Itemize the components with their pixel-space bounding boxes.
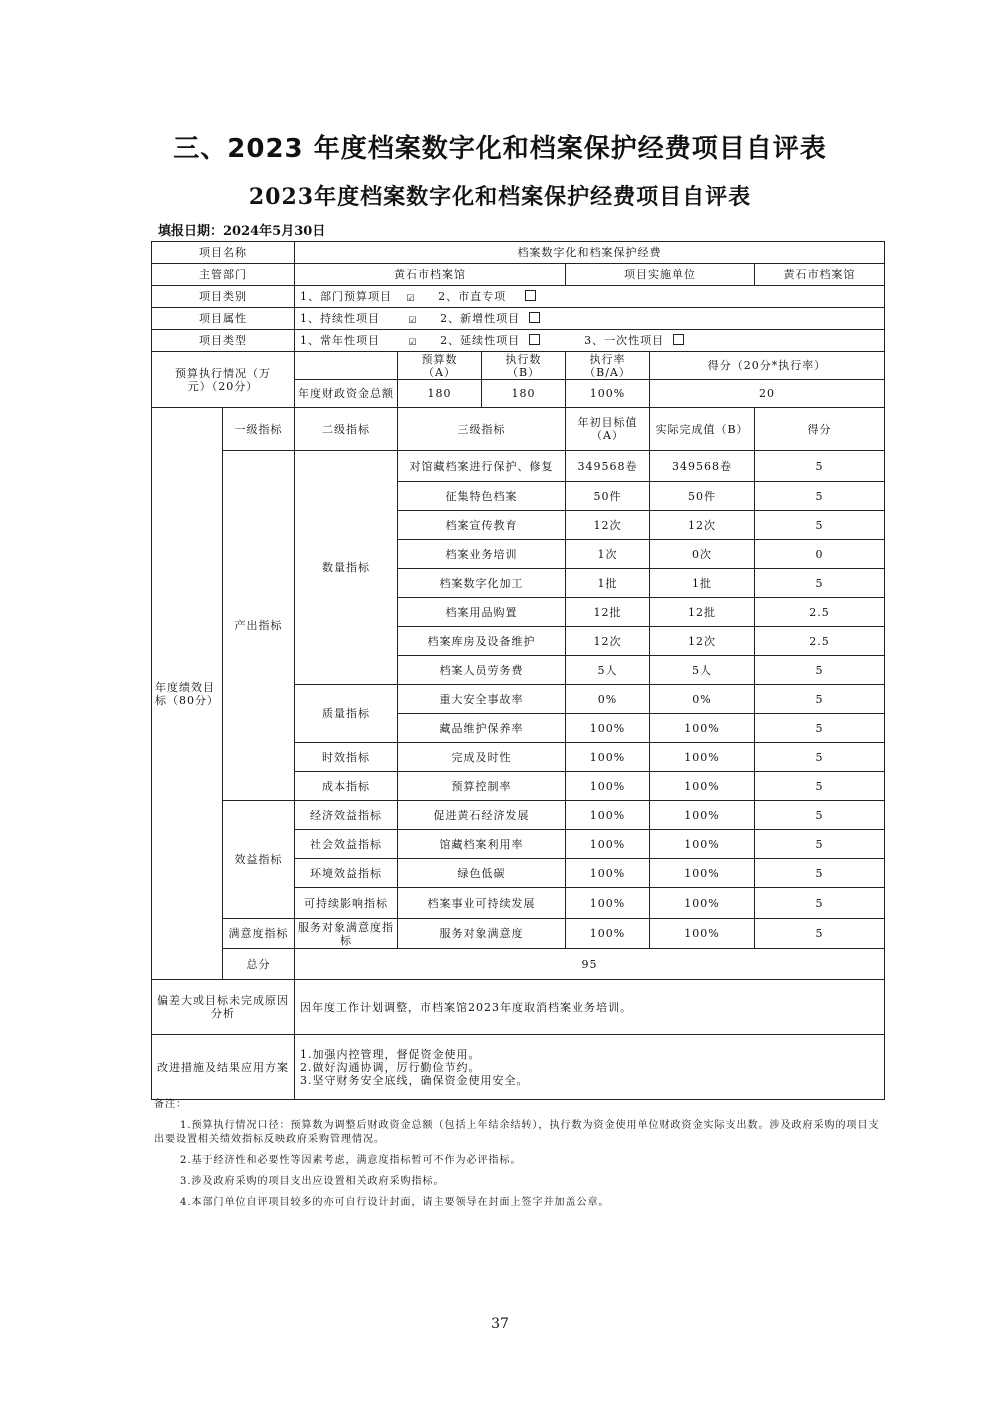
level3-header: 三级指标 (398, 408, 566, 451)
empty-checkbox-icon (529, 312, 540, 323)
total-label: 总分 (223, 949, 295, 980)
target-header: 年初目标值（A） (566, 408, 650, 451)
project-name-label: 项目名称 (152, 242, 295, 264)
score-cell: 5 (755, 830, 885, 859)
score-cell: 5 (755, 888, 885, 919)
type-options (295, 330, 885, 352)
deviation-label: 偏差大或目标未完成原因分析 (152, 980, 295, 1035)
form-title: 2023年度档案数字化和档案保护经费项目自评表 (248, 184, 752, 210)
empty-checkbox-icon (525, 290, 536, 301)
score-header: 得分 (755, 408, 885, 451)
score-cell: 5 (755, 743, 885, 772)
target-cell: 100% (566, 830, 650, 859)
attribute-options (295, 308, 885, 330)
attribute-opt2-label: 2、新增性项目 (440, 311, 521, 325)
page-number: 37 (491, 1316, 509, 1332)
indicator-cell: 促进黄石经济发展 (398, 801, 566, 830)
impl-unit-value: 黄石市档案馆 (755, 264, 885, 286)
indicator-cell: 档案人员劳务费 (398, 656, 566, 685)
actual-cell: 100% (650, 772, 755, 801)
actual-cell: 1批 (650, 569, 755, 598)
indicator-cell: 档案宣传教育 (398, 511, 566, 540)
actual-cell: 12次 (650, 511, 755, 540)
empty-checkbox-icon (529, 334, 540, 345)
category-opt2-label: 2、市直专项 (438, 289, 507, 303)
target-cell: 100% (566, 919, 650, 949)
budget-value: 180 (398, 380, 482, 408)
self-evaluation-table (151, 241, 885, 1100)
type-opt1-label: 1、常年性项目 (300, 333, 380, 347)
indicator-cell: 档案事业可持续发展 (398, 888, 566, 919)
score-cell: 5 (755, 482, 885, 511)
impl-unit-label: 项目实施单位 (566, 264, 755, 286)
actual-header: 实际完成值（B） (650, 408, 755, 451)
score-cell: 5 (755, 511, 885, 540)
col-score-header: 得分（20分*执行率） (650, 352, 885, 380)
indicator-cell: 征集特色档案 (398, 482, 566, 511)
checked-checkbox-icon: ☑ (408, 315, 418, 326)
indicator-cell: 档案业务培训 (398, 540, 566, 569)
score-cell: 5 (755, 451, 885, 482)
indicator-cell: 藏品维护保养率 (398, 714, 566, 743)
rate-value: 100% (566, 380, 650, 408)
target-cell: 50件 (566, 482, 650, 511)
type-label: 项目类型 (152, 330, 295, 352)
score-cell: 5 (755, 801, 885, 830)
environment-indicator-label: 环境效益指标 (295, 859, 398, 888)
actual-cell: 0% (650, 685, 755, 714)
target-cell: 100% (566, 714, 650, 743)
timeliness-indicator-label: 时效指标 (295, 743, 398, 772)
col-budget-header: 预算数（A） (398, 352, 482, 380)
actual-cell: 100% (650, 859, 755, 888)
indicator-cell: 对馆藏档案进行保护、修复 (398, 451, 566, 482)
target-cell: 100% (566, 743, 650, 772)
benefit-indicator-label: 效益指标 (223, 801, 295, 919)
social-indicator-label: 社会效益指标 (295, 830, 398, 859)
fiscal-total-label: 年度财政资金总额 (295, 380, 398, 408)
deviation-text: 因年度工作计划调整，市档案馆2023年度取消档案业务培训。 (295, 980, 885, 1035)
exec-value: 180 (482, 380, 566, 408)
score-cell: 5 (755, 919, 885, 949)
perf-goal-label: 年度绩效目标（80分） (152, 408, 223, 980)
improve-label: 改进措施及结果应用方案 (152, 1035, 295, 1100)
note-1: 1.预算执行情况口径：预算数为调整后财政资金总额（包括上年结余结转），执行数为资金使用单位财政资金实际支出数。涉及政府采购的项目支出要设置相关绩效指标反映政府采购管理情况。 (154, 1120, 880, 1145)
project-name-value: 档案数字化和档案保护经费 (295, 242, 885, 264)
target-cell: 1次 (566, 540, 650, 569)
checked-checkbox-icon: ☑ (406, 293, 416, 304)
budget-label: 预算执行情况（万元）（20分） (152, 352, 295, 408)
indicator-cell: 档案数字化加工 (398, 569, 566, 598)
category-label: 项目类别 (152, 286, 295, 308)
improve-text (295, 1035, 885, 1100)
score-cell: 5 (755, 656, 885, 685)
output-indicator-label: 产出指标 (223, 451, 295, 801)
target-cell: 12批 (566, 598, 650, 627)
target-cell: 349568卷 (566, 451, 650, 482)
satisfaction-l2-label: 服务对象满意度指标 (295, 919, 398, 949)
indicator-cell: 档案用品购置 (398, 598, 566, 627)
satisfaction-l1-label: 满意度指标 (223, 919, 295, 949)
level2-header: 二级指标 (295, 408, 398, 451)
budget-score-value: 20 (650, 380, 885, 408)
dept-value: 黄石市档案馆 (295, 264, 566, 286)
col-rate-header: 执行率（B/A） (566, 352, 650, 380)
actual-cell: 0次 (650, 540, 755, 569)
target-cell: 100% (566, 859, 650, 888)
empty-checkbox-icon (673, 334, 684, 345)
actual-cell: 100% (650, 743, 755, 772)
score-cell: 5 (755, 685, 885, 714)
level1-header: 一级指标 (223, 408, 295, 451)
target-cell: 12次 (566, 511, 650, 540)
note-2: 2.基于经济性和必要性等因素考虑，满意度指标暂可不作为必评指标。 (180, 1155, 522, 1166)
notes (154, 1098, 884, 1217)
total-value: 95 (295, 949, 885, 980)
score-cell: 5 (755, 569, 885, 598)
target-cell: 5人 (566, 656, 650, 685)
actual-cell: 100% (650, 830, 755, 859)
score-cell: 5 (755, 859, 885, 888)
type-opt3-label: 3、一次性项目 (584, 333, 665, 347)
notes-title: 备注： (154, 1099, 187, 1110)
target-cell: 100% (566, 801, 650, 830)
indicator-cell: 档案库房及设备维护 (398, 627, 566, 656)
note-3: 3.涉及政府采购的项目支出应设置相关政府采购指标。 (180, 1176, 445, 1187)
score-cell: 2.5 (755, 627, 885, 656)
type-opt2-label: 2、延续性项目 (440, 333, 521, 347)
actual-cell: 100% (650, 888, 755, 919)
actual-cell: 12次 (650, 627, 755, 656)
indicator-cell: 预算控制率 (398, 772, 566, 801)
indicator-cell: 完成及时性 (398, 743, 566, 772)
score-cell: 2.5 (755, 598, 885, 627)
actual-cell: 12批 (650, 598, 755, 627)
quantity-indicator-label: 数量指标 (295, 451, 398, 685)
actual-cell: 5人 (650, 656, 755, 685)
target-cell: 100% (566, 772, 650, 801)
actual-cell: 349568卷 (650, 451, 755, 482)
target-cell: 12次 (566, 627, 650, 656)
score-cell: 5 (755, 772, 885, 801)
indicator-cell: 重大安全事故率 (398, 685, 566, 714)
improve-line-1: 1.加强内控管理，督促资金使用。 (300, 1047, 481, 1061)
target-cell: 0% (566, 685, 650, 714)
actual-cell: 100% (650, 801, 755, 830)
target-cell: 1批 (566, 569, 650, 598)
attribute-label: 项目属性 (152, 308, 295, 330)
checked-checkbox-icon: ☑ (408, 337, 418, 348)
cost-indicator-label: 成本指标 (295, 772, 398, 801)
score-cell: 5 (755, 714, 885, 743)
actual-cell: 100% (650, 714, 755, 743)
attribute-opt1-label: 1、持续性项目 (300, 311, 380, 325)
col-exec-header: 执行数（B） (482, 352, 566, 380)
budget-blank-cell (295, 352, 398, 380)
note-4: 4.本部门单位自评项目较多的亦可自行设计封面，请主要领导在封面上签字并加盖公章。 (180, 1197, 610, 1208)
dept-label: 主管部门 (152, 264, 295, 286)
economic-indicator-label: 经济效益指标 (295, 801, 398, 830)
sustain-indicator-label: 可持续影响指标 (295, 888, 398, 919)
actual-cell: 100% (650, 919, 755, 949)
improve-line-2: 2.做好沟通协调，厉行勤俭节约。 (300, 1060, 481, 1074)
improve-line-3: 3.坚守财务安全底线，确保资金使用安全。 (300, 1073, 529, 1087)
indicator-cell: 绿色低碳 (398, 859, 566, 888)
category-opt1-label: 1、部门预算项目 (300, 289, 392, 303)
section-heading: 三、2023 年度档案数字化和档案保护经费项目自评表 (173, 134, 827, 164)
quality-indicator-label: 质量指标 (295, 685, 398, 743)
indicator-cell: 服务对象满意度 (398, 919, 566, 949)
target-cell: 100% (566, 888, 650, 919)
score-cell: 0 (755, 540, 885, 569)
fill-date: 填报日期：2024年5月30日 (158, 224, 326, 239)
indicator-cell: 馆藏档案利用率 (398, 830, 566, 859)
actual-cell: 50件 (650, 482, 755, 511)
category-options (295, 286, 885, 308)
